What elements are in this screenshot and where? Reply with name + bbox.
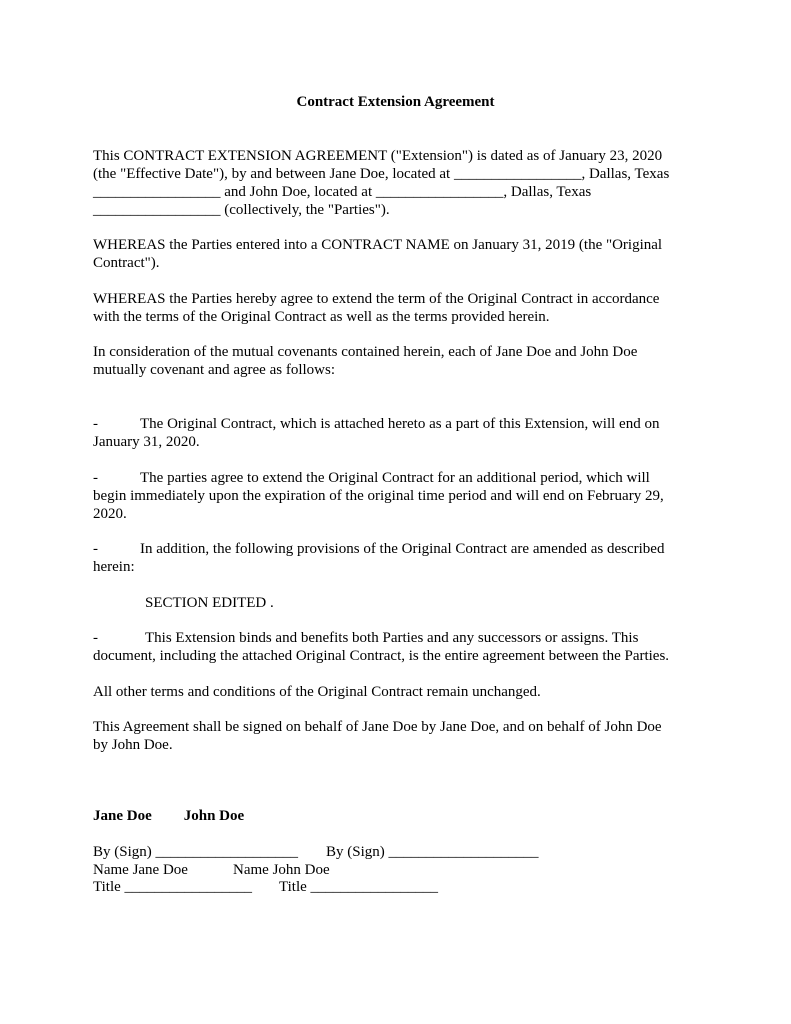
list-item-original-contract-end: [93, 415, 693, 451]
list-item-amended-provisions: [93, 540, 693, 576]
signing-line: This Agreement shall be signed on behalf of Jane Doe by Jane Doe, and on behalf of John Doe: [93, 719, 662, 735]
consideration-paragraph: [93, 343, 693, 379]
whereas-paragraph-2: [93, 290, 693, 326]
section-edited-text: SECTION EDITED .: [145, 595, 274, 611]
party-name-john: John Doe: [183, 808, 245, 824]
other-terms-paragraph: [93, 683, 693, 701]
intro-line: (the "Effective Date"), by and between Jane Doe, located at _________________, Dallas, Texas: [93, 166, 670, 182]
signature-row-title: [93, 878, 439, 896]
by-sign-field-2[interactable]: By (Sign) ____________________: [326, 844, 539, 860]
whereas-line: WHEREAS the Parties entered into a CONTRACT NAME on January 31, 2019 (the "Original: [93, 237, 663, 253]
signature-row-name: [93, 861, 330, 879]
list-item-extension-period: [93, 469, 693, 523]
bullet-text: This Extension binds and benefits both Parties and any successors or assigns. This: [145, 630, 639, 646]
bullet-dash: -: [93, 541, 98, 557]
name-field-2: Name John Doe: [233, 862, 330, 878]
signature-party-names: [93, 807, 244, 825]
list-item-binding-agreement: [93, 629, 693, 665]
bullet-dash: -: [93, 630, 98, 646]
consideration-line: mutually covenant and agree as follows:: [93, 362, 336, 378]
title-field-1[interactable]: Title _________________: [93, 879, 253, 895]
bullet-dash: -: [93, 470, 98, 486]
by-sign-field-1[interactable]: By (Sign) ___________________: [93, 844, 299, 860]
intro-line: _________________ (collectively, the "Parties").: [93, 202, 390, 218]
bullet-text-continued: January 31, 2020.: [93, 434, 200, 450]
bullet-text-continued: document, including the attached Original Contract, is the entire agreement between the Parties.: [93, 648, 670, 664]
bullet-text-continued: herein:: [93, 559, 135, 575]
other-terms-text: All other terms and conditions of the Original Contract remain unchanged.: [93, 684, 541, 700]
bullet-text-continued: begin immediately upon the expiration of the original time period and will end on February 29,: [93, 488, 664, 504]
bullet-dash: -: [93, 416, 98, 432]
whereas-line: Contract").: [93, 255, 160, 271]
whereas-paragraph-1: [93, 236, 693, 272]
title-field-2[interactable]: Title _________________: [279, 879, 439, 895]
bullet-text: The parties agree to extend the Original Contract for an additional period, which will: [140, 470, 650, 486]
name-field-1: Name Jane Doe: [93, 862, 188, 878]
whereas-line: WHEREAS the Parties hereby agree to extend the term of the Original Contract in accordance: [93, 291, 660, 307]
signing-line: by John Doe.: [93, 737, 173, 753]
document-title: Contract Extension Agreement: [296, 94, 495, 110]
party-name-jane: Jane Doe: [93, 808, 152, 824]
signing-paragraph: [93, 718, 693, 754]
bullet-text: The Original Contract, which is attached hereto as a part of this Extension, will end on: [140, 416, 660, 432]
intro-line: _________________ and John Doe, located at _________________, Dallas, Texas: [93, 184, 592, 200]
signature-row-by-sign: [93, 843, 539, 861]
bullet-text-continued: 2020.: [93, 506, 127, 522]
bullet-text: In addition, the following provisions of the Original Contract are amended as described: [140, 541, 665, 557]
intro-paragraph: [93, 147, 693, 219]
intro-line: This CONTRACT EXTENSION AGREEMENT ("Extension") is dated as of January 23, 2020: [93, 148, 663, 164]
consideration-line: In consideration of the mutual covenants contained herein, each of Jane Doe and John Doe: [93, 344, 638, 360]
section-edited-block: [93, 594, 693, 612]
whereas-line: with the terms of the Original Contract as well as the terms provided herein.: [93, 309, 550, 325]
